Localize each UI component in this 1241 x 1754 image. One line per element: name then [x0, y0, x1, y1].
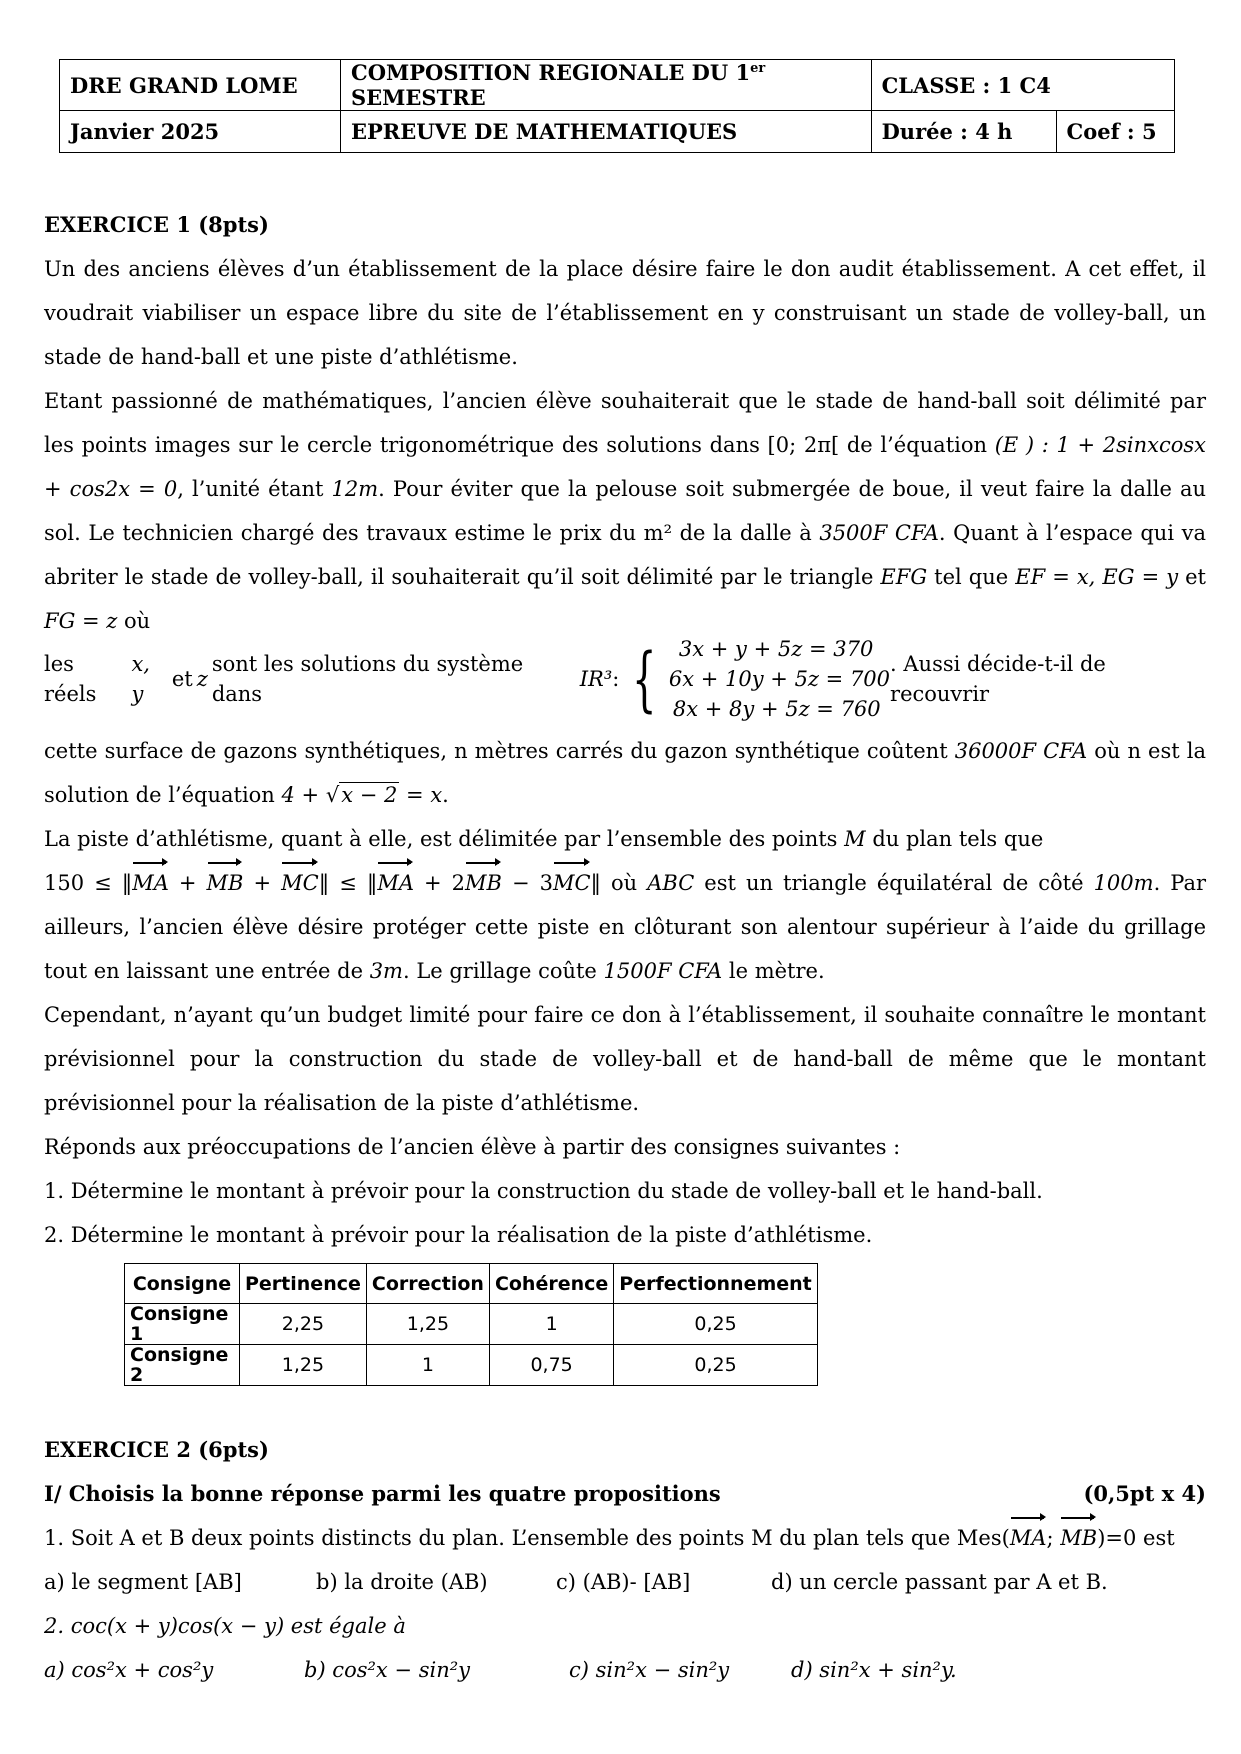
classe-cell: CLASSE : 1 C4 — [871, 60, 1174, 111]
duree-cell: Durée : 4 h — [871, 111, 1056, 153]
grid-header: Consigne — [125, 1264, 240, 1304]
option-d: d) sin²x + sin²y. — [791, 1658, 957, 1682]
system-brace: { — [632, 638, 657, 720]
ex2-subtitle: I/ Choisis la bonne réponse parmi les quatre propositions (0,5pt x 4) — [44, 1481, 1206, 1506]
exercise-2-title: EXERCICE 2 (6pts) — [44, 1437, 269, 1462]
option-b: b) la droite (AB) — [316, 1570, 488, 1594]
linear-system-line: les réels x, y et z sont les solutions du système dans IR³ : { 3x + y + 5z = 370 6x + 10y + 5z = 700 8x + 8y + 5z = 760 . Aussi décide-t-il de recouvrir — [44, 635, 1206, 723]
table-row: Consigne 1 2,25 1,25 1 0,25 — [125, 1304, 818, 1345]
exercise-1-title: EXERCICE 1 (8pts) — [44, 212, 269, 237]
ex1-handball: Etant passionné de mathématiques, l’ancien élève souhaiterait que le stade de hand-ball soit délimité par les points images sur le cercle trigonométrique des solutions dans [0; 2π[ de l’équation (E ) : 1 + 2sinxcosx + cos2x = 0, l’unité étant 12m. Pour éviter que la pelouse soit submergée de boue, il veut faire la dalle au sol. Le technicien chargé des travaux estime le prix du m² de la dalle à 3500F CFA. Quant à l’espace qui va abriter le stade de volley-ball, il souhaiterait qu’il soit délimité par le triangle EFG tel que EF = x, EG = y et FG = z où — [44, 389, 1207, 633]
coef-cell: Coef : 5 — [1056, 111, 1175, 153]
option-b: b) cos²x − sin²y — [304, 1658, 471, 1682]
option-c: c) sin²x − sin²y — [569, 1658, 730, 1682]
ex1-gazon: cette surface de gazons synthétiques, n mètres carrés du gazon synthétique coûtent 36000F CFA où n est la solution de l’équation 4 + √x − 2 = x. — [44, 739, 1207, 807]
system-equations — [669, 634, 890, 724]
ex1-budget: Cependant, n’ayant qu’un budget limité pour faire ce don à l’établissement, il souhaite connaître le montant prévisionnel pour la construction du stade de volley-ball et de hand-ball de même que le montant prévisionnel pour la réalisation de la piste d’athlétisme. — [44, 1003, 1206, 1115]
grid-header: Cohérence — [489, 1264, 613, 1304]
ex1-piste: La piste d’athlétisme, quant à elle, est délimitée par l’ensemble des points M du plan tels que — [44, 827, 1044, 851]
option-d: d) un cercle passant par A et B. — [771, 1570, 1108, 1594]
equation-1: 3x + y + 5z = 370 — [678, 637, 874, 661]
grid-header: Correction — [366, 1264, 489, 1304]
question-2-options — [44, 1648, 1206, 1692]
sqrt-radicand: x − 2 — [341, 783, 398, 807]
consigne-1: 1. Détermine le montant à prévoir pour la construction du stade de volley-ball et le hand-ball. — [44, 1179, 1043, 1203]
date-cell: Janvier 2025 — [60, 111, 341, 153]
option-a: a) le segment [AB] — [44, 1570, 242, 1594]
question-1-options — [44, 1560, 1206, 1604]
ex1-inequality: 150 ≤ ‖MA + MB + MC‖ ≤ ‖MA + 2MB − 3MC‖ où ABC est un triangle équilatéral de côté 100m. Par ailleurs, l’ancien élève désire protéger cette piste en clôturant son alentour supérieur à l’aide du grillage tout en laissant une entrée de 3m. Le grillage coûte 1500F CFA le mètre. — [44, 861, 1206, 993]
grid-header: Perfectionnement — [614, 1264, 817, 1304]
epreuve-cell: EPREUVE DE MATHEMATIQUES — [340, 111, 871, 153]
table-row: Consigne 2 1,25 1 0,75 0,25 — [125, 1345, 818, 1386]
grid-header: Pertinence — [240, 1264, 367, 1304]
exam-content — [44, 203, 1206, 1692]
composition-cell: COMPOSITION REGIONALE DU 1er SEMESTRE — [340, 60, 871, 111]
question-1: 1. Soit A et B deux points distincts du plan. L’ensemble des points M du plan tels que Mes(MA; MB)=0 est — [44, 1516, 1206, 1560]
ex1-instructions: Réponds aux préoccupations de l’ancien élève à partir des consignes suivantes : — [44, 1135, 901, 1159]
equation-2: 6x + 10y + 5z = 700 — [668, 667, 891, 691]
option-c: c) (AB)- [AB] — [556, 1570, 691, 1594]
equation-3: 8x + 8y + 5z = 760 — [672, 697, 881, 721]
ex1-intro: Un des anciens élèves d’un établissement de la place désire faire le don audit établissement. A cet effet, il voudrait viabiliser un espace libre du site de l’établissement en y construisant un stade de volley-ball, un stade de hand-ball et une piste d’athlétisme. — [44, 257, 1206, 369]
question-2: 2. coc(x + y)cos(x − y) est égale à — [44, 1614, 406, 1638]
region-cell: DRE GRAND LOME — [60, 60, 341, 111]
consigne-2: 2. Détermine le montant à prévoir pour la réalisation de la piste d’athlétisme. — [44, 1223, 873, 1247]
grading-table — [124, 1263, 818, 1386]
exam-header-table — [59, 59, 1175, 153]
option-a: a) cos²x + cos²y — [44, 1658, 214, 1682]
